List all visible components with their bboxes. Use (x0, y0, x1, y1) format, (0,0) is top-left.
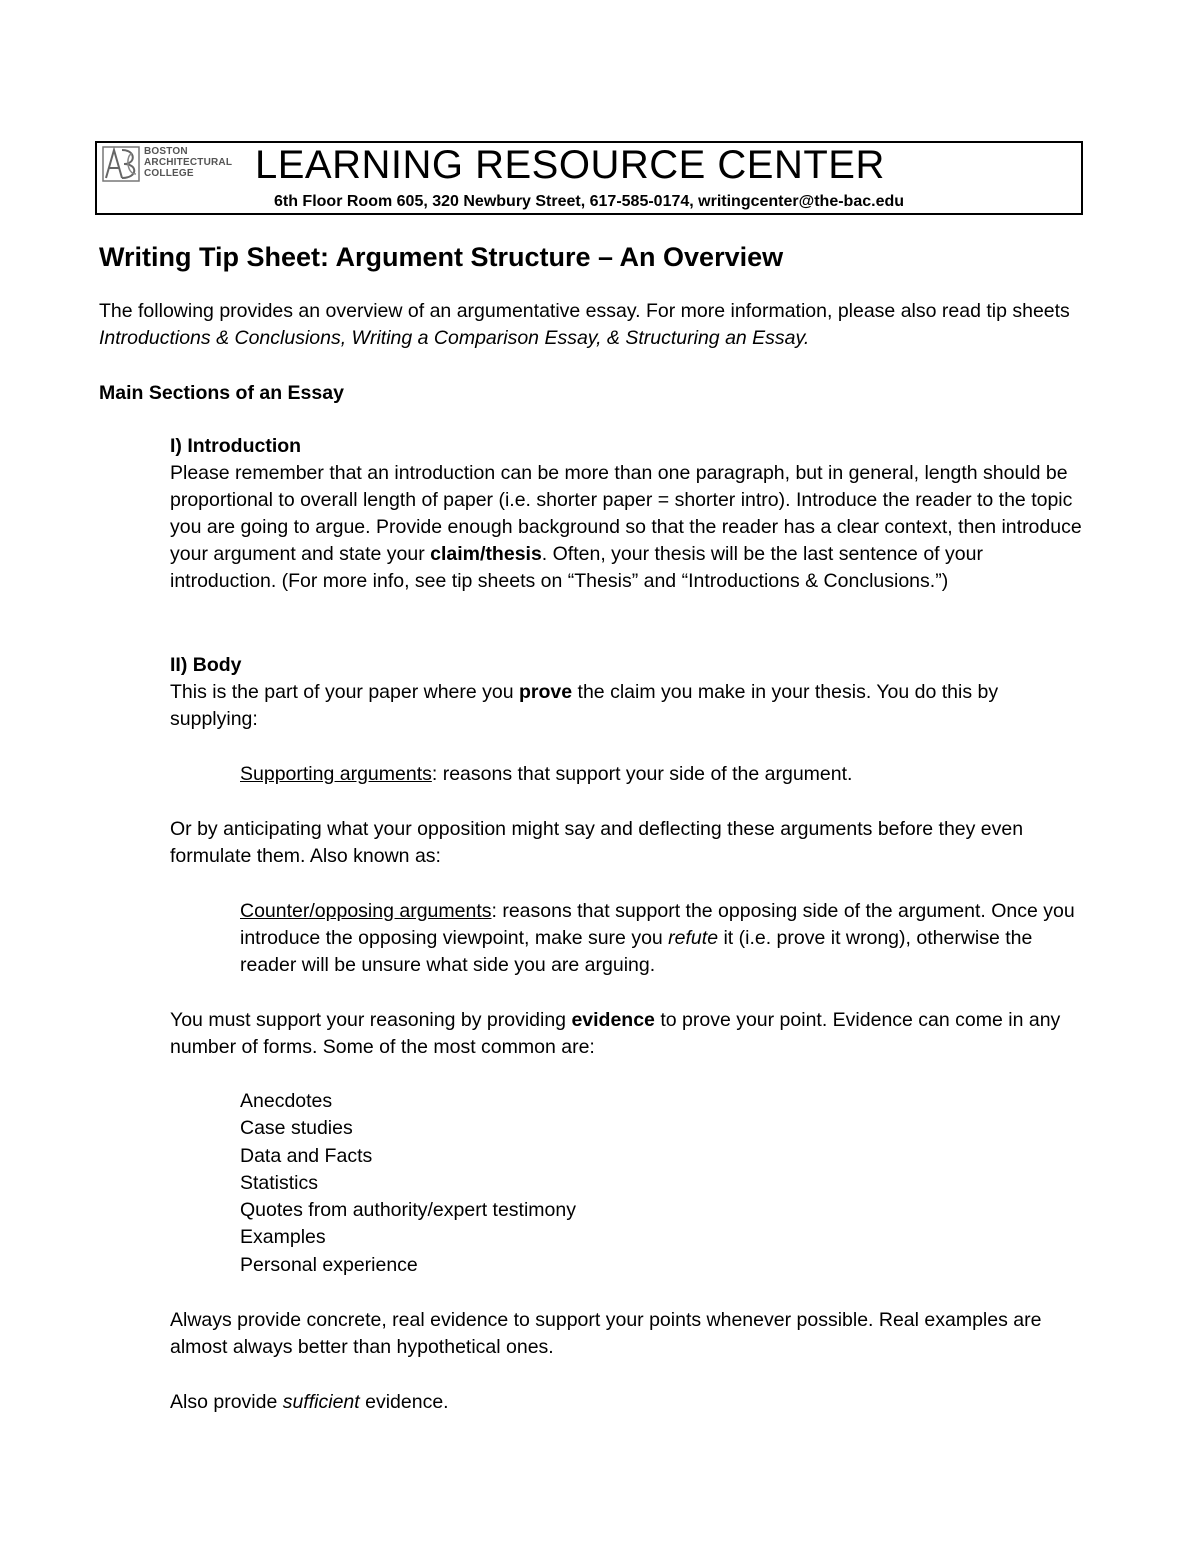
list-item: Anecdotes (240, 1090, 333, 1112)
header-box (95, 141, 1083, 215)
counter-text: : reasons that support the opposing side of the argument. Once you introduce the opposing viewpoint, make sure you (240, 900, 1075, 949)
intro-tip-sheets: Introductions & Conclusions, Writing a Comparison Essay, & Structuring an Essay. (99, 327, 810, 349)
counter-arguments (240, 898, 1080, 979)
list-item: Statistics (240, 1171, 319, 1194)
counter-text-end: it (i.e. prove it wrong), otherwise the reader will be unsure what side you are arguing. (240, 927, 1033, 976)
list-item: Case studies (240, 1117, 353, 1140)
logo-line: ARCHITECTURAL (144, 157, 233, 168)
sufficient-italic: sufficient (282, 1391, 360, 1413)
body-section (170, 652, 1090, 733)
list-item: Data and Facts (240, 1144, 373, 1167)
logo-line: BOSTON (144, 146, 188, 157)
supporting-arguments (240, 761, 1100, 788)
supporting-text: : reasons that support your side of the argument. (431, 763, 853, 785)
header-title: LEARNING RESOURCE CENTER (255, 143, 885, 187)
list-item: Examples (240, 1226, 326, 1249)
logo-text (144, 146, 232, 179)
body-heading: II) Body (170, 654, 242, 676)
introduction-heading: I) Introduction (170, 435, 302, 457)
evidence-bold: evidence (571, 1009, 655, 1031)
sufficient-text-end: evidence. (359, 1391, 449, 1413)
intro-paragraph (99, 298, 1099, 352)
list-item: Personal experience (240, 1253, 418, 1276)
opposition-paragraph: Or by anticipating what your opposition might say and deflecting these arguments before they even formulate them. Also known as: (170, 818, 1024, 867)
concrete-evidence-paragraph: Always provide concrete, real evidence to support your points whenever possible. Real examples are almost always better than hypothetical ones. (170, 1309, 1042, 1358)
intro-text: The following provides an overview of an argumentative essay. For more information, please also read tip sheets (99, 300, 1070, 322)
sufficient-text: Also provide (170, 1391, 283, 1413)
claim-thesis-bold: claim/thesis (430, 543, 542, 565)
header-contact: 6th Floor Room 605, 320 Newbury Street, 617-585-0174, writingcenter@the-bac.edu (273, 193, 905, 210)
introduction-text-end: . Often, your thesis will be the last sentence of your introduction. (For more info, see tip sheets on “Thesis” and “Introductions & Conclusions.”) (170, 543, 983, 592)
sufficient-evidence-paragraph (170, 1389, 1090, 1416)
main-sections-heading: Main Sections of an Essay (99, 382, 344, 404)
supporting-label: Supporting arguments (240, 763, 432, 785)
introduction-text: Please remember that an introduction can be more than one paragraph, but in general, length should be proportional to overall length of paper (i.e. shorter paper = shorter intro). Introduce the reader to the topic you are going to argue. Provide enough background so that the reader has a clear context, then introduce your argument and state your (170, 462, 1082, 565)
logo-line: COLLEGE (144, 168, 194, 179)
body-text: This is the part of your paper where you (170, 681, 520, 703)
evidence-paragraph (170, 1007, 1090, 1061)
introduction-section (170, 433, 1090, 595)
prove-bold: prove (519, 681, 573, 703)
college-logo (102, 146, 242, 182)
page-title: Writing Tip Sheet: Argument Structure – An Overview (99, 242, 784, 272)
evidence-text-end: to prove your point. Evidence can come in any number of forms. Some of the most common are: (170, 1009, 1061, 1058)
bac-logo-icon (102, 146, 140, 182)
counter-label: Counter/opposing arguments (240, 900, 492, 922)
refute-italic: refute (668, 927, 719, 949)
list-item: Quotes from authority/expert testimony (240, 1199, 576, 1222)
evidence-list (240, 1088, 576, 1279)
evidence-text: You must support your reasoning by providing (170, 1009, 572, 1031)
body-text-end: the claim you make in your thesis. You do this by supplying: (170, 681, 999, 730)
